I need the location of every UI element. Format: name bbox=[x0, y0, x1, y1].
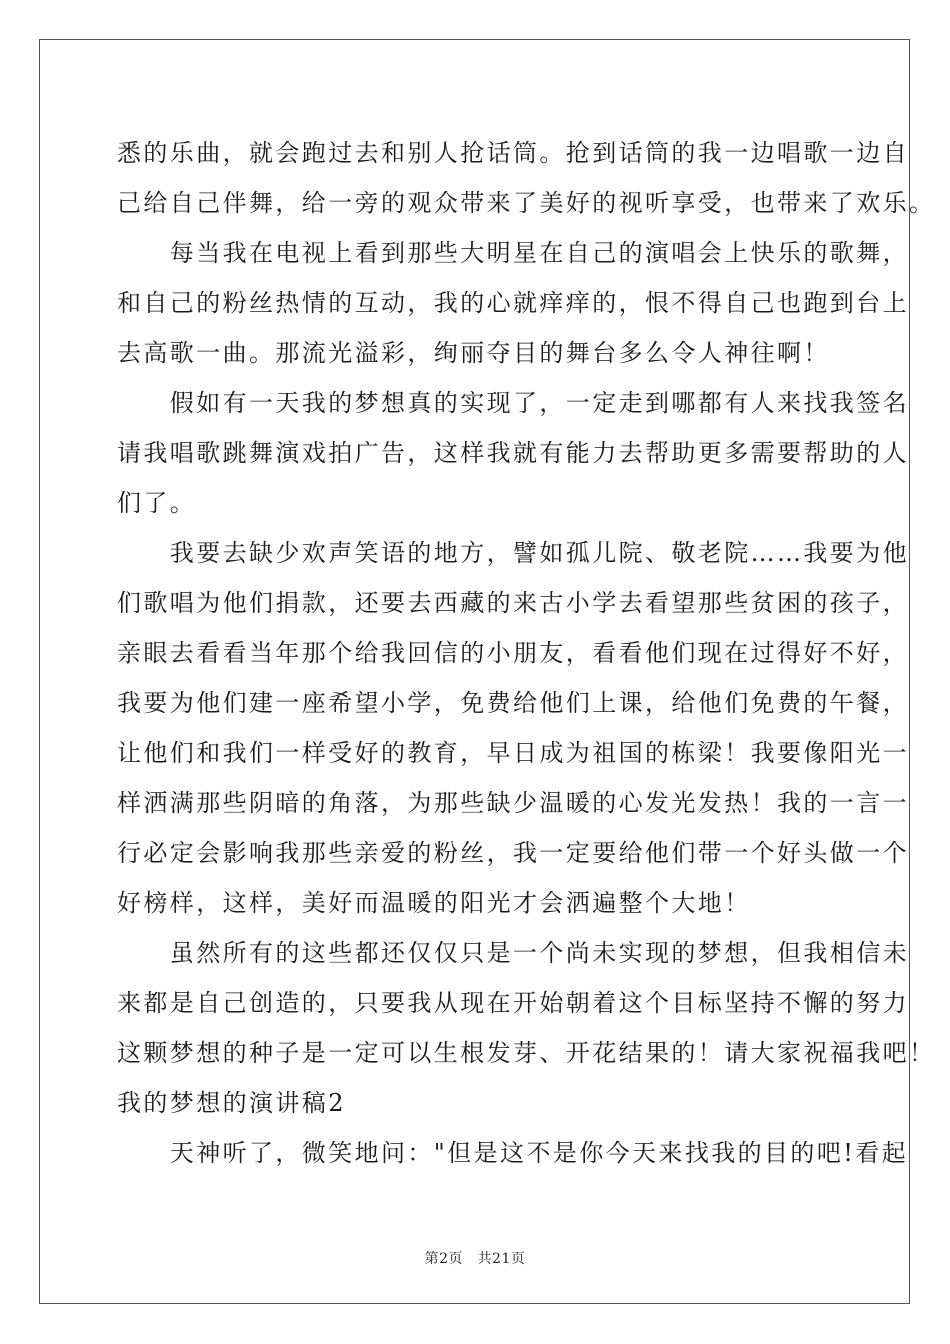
text-line: 悉的乐曲，就会跑过去和别人抢话筒。抢到话筒的我一边唱歌一边自 bbox=[117, 139, 909, 167]
text-line: 们了。 bbox=[117, 489, 197, 517]
document-body bbox=[117, 128, 936, 1178]
text-line: 让他们和我们一样受好的教育，早日成为祖国的栋梁！我要像阳光一 bbox=[117, 739, 909, 767]
text-line: 假如有一天我的梦想真的实现了，一定走到哪都有人来找我签名 bbox=[117, 389, 909, 417]
text-line: 亲眼去看看当年那个给我回信的小朋友，看看他们现在过得好不好， bbox=[117, 639, 909, 667]
text-line: 己给自己伴舞，给一旁的观众带来了美好的视听享受，也带来了欢乐。 bbox=[117, 189, 936, 217]
text-line: 好榜样，这样，美好而温暖的阳光才会洒遍整个大地！ bbox=[117, 889, 751, 917]
text-line: 虽然所有的这些都还仅仅只是一个尚未实现的梦想，但我相信未 bbox=[117, 939, 909, 967]
text-line: 每当我在电视上看到那些大明星在自己的演唱会上快乐的歌舞， bbox=[117, 239, 909, 267]
text-line: 和自己的粉丝热情的互动，我的心就痒痒的，恨不得自己也跑到台上 bbox=[117, 289, 909, 317]
text-line: 去高歌一曲。那流光溢彩，绚丽夺目的舞台多么令人神往啊！ bbox=[117, 339, 830, 367]
text-line: 我要为他们建一座希望小学，免费给他们上课，给他们免费的午餐， bbox=[117, 689, 909, 717]
text-line: 行必定会影响我那些亲爱的粉丝，我一定要给他们带一个好头做一个 bbox=[117, 839, 909, 867]
text-line: 样洒满那些阴暗的角落，为那些缺少温暖的心发光发热！我的一言一 bbox=[117, 789, 909, 817]
text-line: 请我唱歌跳舞演戏拍广告，这样我就有能力去帮助更多需要帮助的人 bbox=[117, 439, 909, 467]
text-line: 来都是自己创造的，只要我从现在开始朝着这个目标坚持不懈的努力 bbox=[117, 989, 909, 1017]
text-line: 们歌唱为他们捐款，还要去西藏的来古小学去看望那些贫困的孩子， bbox=[117, 589, 909, 617]
text-line: 这颗梦想的种子是一定可以生根发芽、开花结果的！请大家祝福我吧！ bbox=[117, 1039, 936, 1067]
section-heading: 我的梦想的演讲稿2 bbox=[117, 1089, 346, 1117]
page-number-footer: 第2页 共21页 bbox=[424, 1251, 526, 1267]
text-line: 我要去缺少欢声笑语的地方，譬如孤儿院、敬老院……我要为他 bbox=[117, 539, 909, 567]
text-line: 天神听了，微笑地问："但是这不是你今天来找我的目的吧!看起 bbox=[117, 1139, 909, 1167]
